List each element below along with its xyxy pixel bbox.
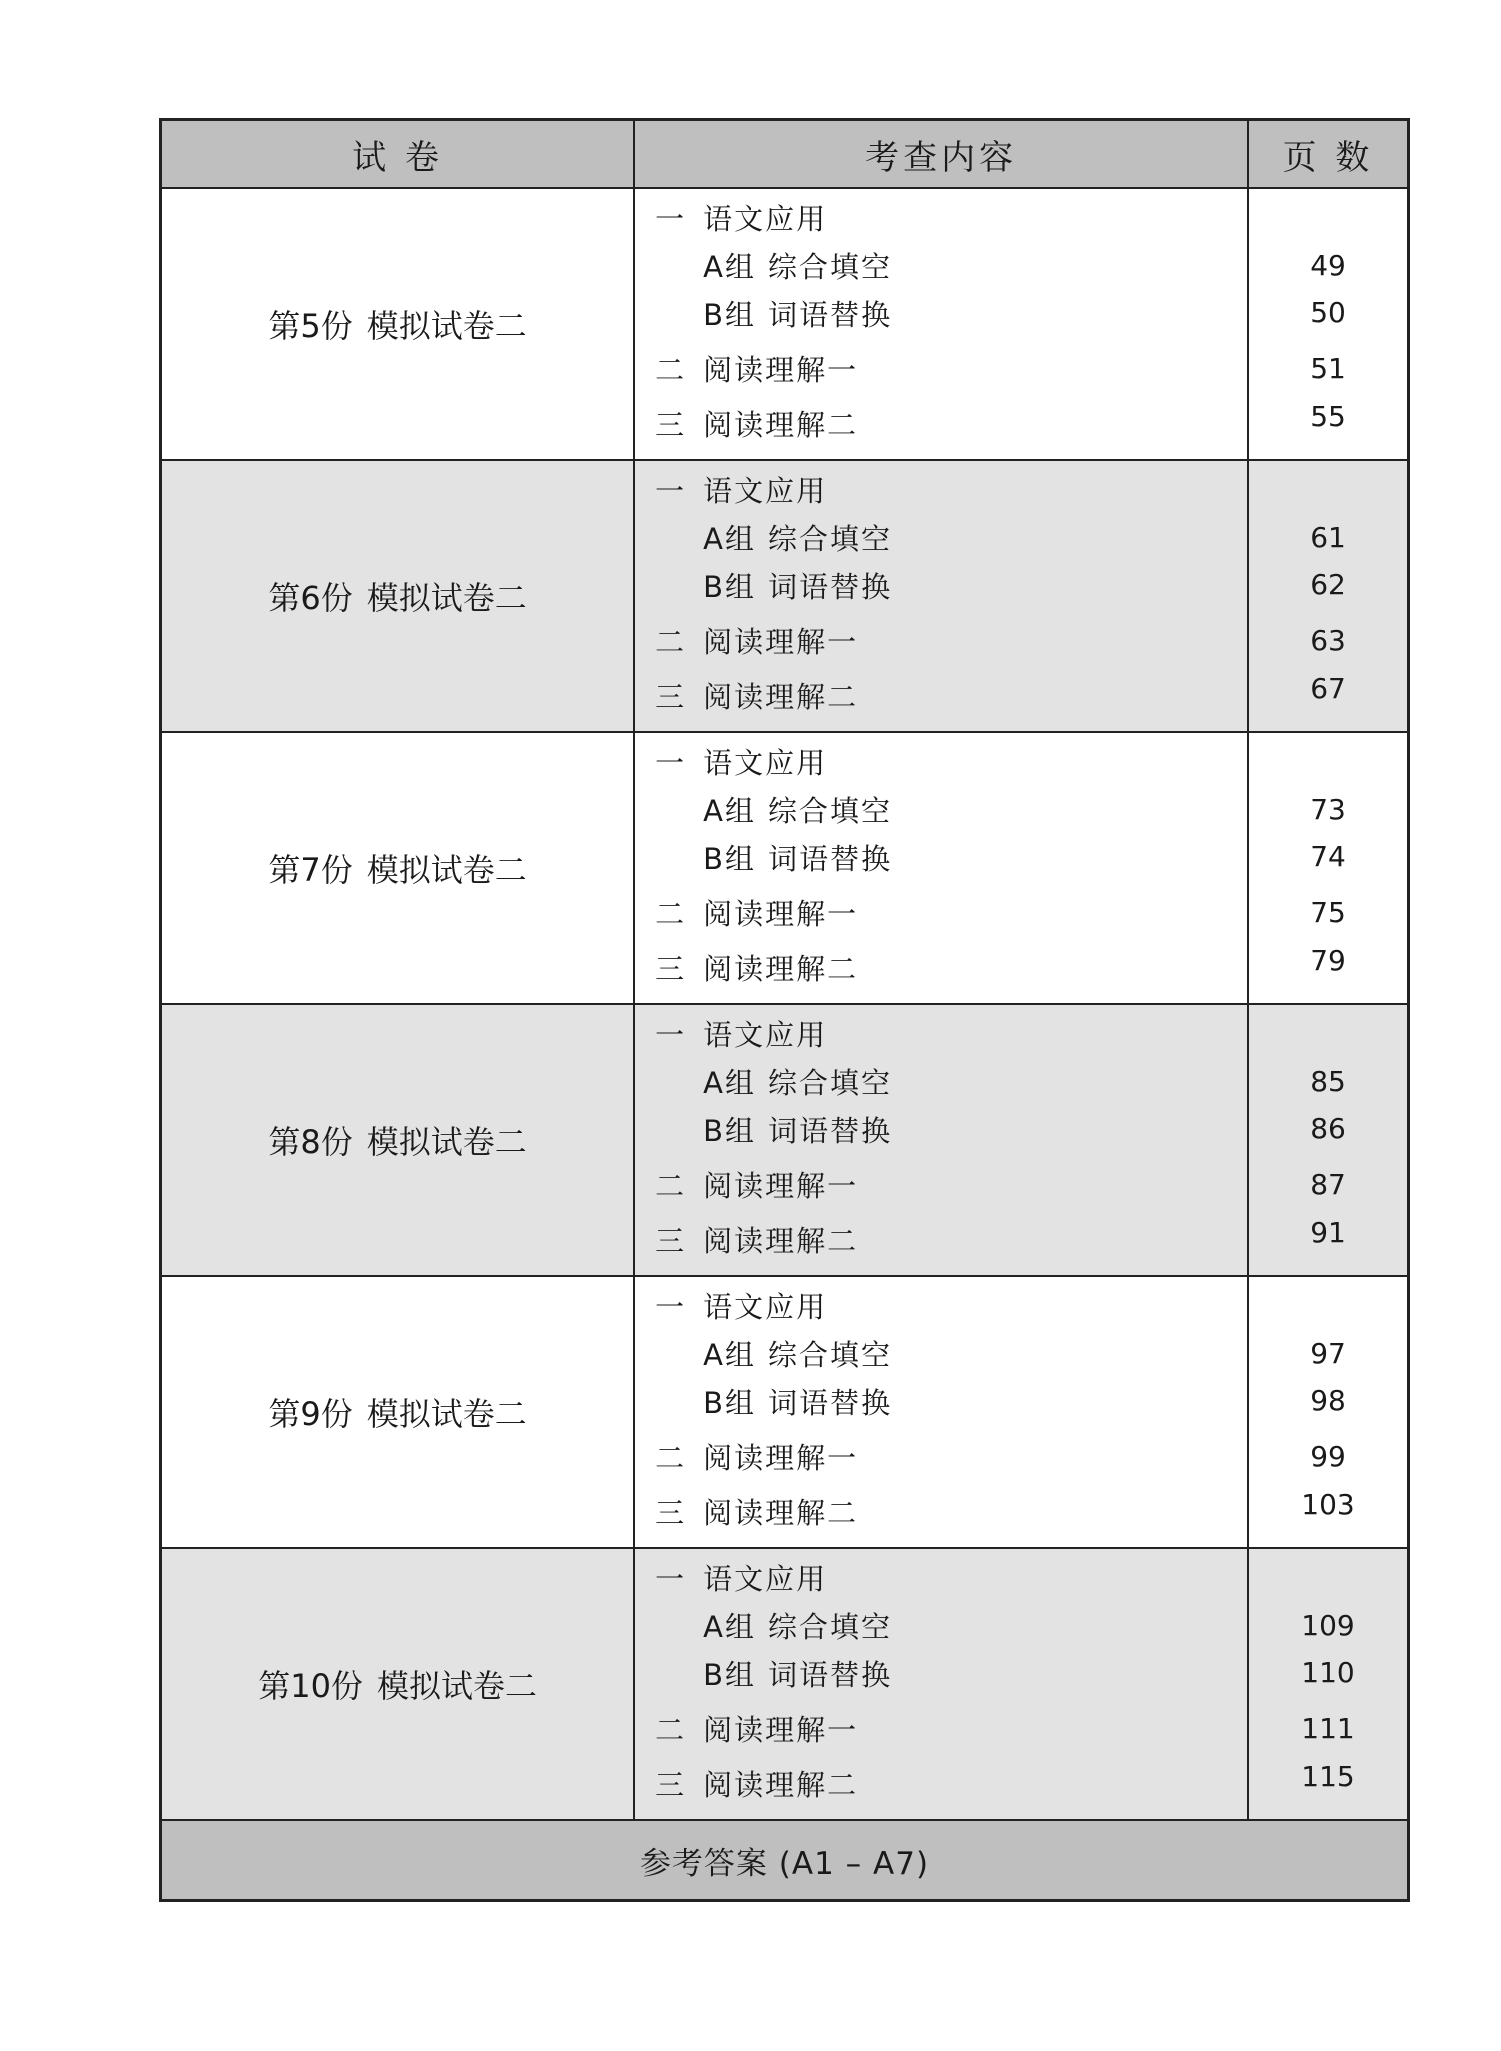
paper-cell	[161, 460, 635, 732]
item-number: 三	[655, 1496, 687, 1530]
content-item	[703, 517, 892, 558]
item-text: 阅读理解一	[703, 1169, 859, 1203]
paper-number: 第6份	[268, 579, 353, 617]
page-number: 79	[1310, 944, 1346, 977]
pages-cell	[1248, 188, 1408, 460]
pages-cell	[1248, 1276, 1408, 1548]
content-item	[655, 675, 858, 716]
page-number: 111	[1301, 1712, 1355, 1745]
item-text: 综合填空	[768, 522, 893, 556]
item-text: 阅读理解二	[703, 952, 859, 986]
item-text: 词语替换	[768, 298, 893, 332]
page-number: 61	[1310, 521, 1346, 554]
content-cell	[634, 1548, 1248, 1820]
footer-row	[161, 1820, 1409, 1901]
item-text: 词语替换	[768, 1658, 893, 1692]
content-item	[655, 620, 858, 661]
page-number: 55	[1310, 400, 1346, 433]
answers-link[interactable]: 参考答案 (A1 – A7)	[161, 1820, 1409, 1901]
paper-title: 模拟试卷二	[376, 1667, 537, 1705]
item-text: 词语替换	[768, 1386, 893, 1420]
paper-number: 第7份	[268, 851, 353, 889]
item-text: 词语替换	[768, 1114, 893, 1148]
content-item	[703, 565, 892, 606]
content-cell	[634, 1004, 1248, 1276]
page-number: 109	[1301, 1609, 1355, 1642]
page-number: 50	[1310, 296, 1346, 329]
page-number: 49	[1310, 249, 1346, 282]
item-text: 阅读理解一	[703, 625, 859, 659]
paper-cell	[161, 1004, 635, 1276]
content-item	[655, 1763, 858, 1804]
page-number: 75	[1310, 896, 1346, 929]
content-item	[703, 837, 892, 878]
content-item	[703, 245, 892, 286]
item-number: 一	[655, 1290, 687, 1324]
content-item	[703, 1333, 892, 1374]
content-item	[703, 1605, 892, 1646]
item-group: A组	[703, 1610, 756, 1644]
content-item	[655, 1708, 858, 1749]
pages-cell	[1248, 1004, 1408, 1276]
item-text: 阅读理解二	[703, 680, 859, 714]
item-number: 一	[655, 1018, 687, 1052]
page-number: 74	[1310, 840, 1346, 873]
paper-title: 模拟试卷二	[366, 851, 527, 889]
item-group: A组	[703, 794, 756, 828]
item-group: B组	[703, 298, 757, 332]
page-number: 51	[1310, 352, 1346, 385]
item-number: 三	[655, 952, 687, 986]
item-number: 二	[655, 1713, 687, 1747]
page-number: 85	[1310, 1065, 1346, 1098]
page-number: 103	[1301, 1488, 1355, 1521]
content-item	[655, 348, 858, 389]
item-text: 语文应用	[703, 746, 828, 780]
page-number: 67	[1310, 672, 1346, 705]
item-text: 阅读理解一	[703, 1441, 859, 1475]
pages-cell	[1248, 732, 1408, 1004]
content-item	[703, 1653, 892, 1694]
header-content: 考查内容	[634, 120, 1248, 189]
item-text: 综合填空	[768, 1338, 893, 1372]
paper-number: 第5份	[268, 307, 353, 345]
page-number: 110	[1301, 1656, 1355, 1689]
content-item	[703, 293, 892, 334]
paper-number: 第10份	[258, 1667, 363, 1705]
content-item	[703, 1061, 892, 1102]
item-text: 语文应用	[703, 1018, 828, 1052]
content-item	[703, 1109, 892, 1150]
item-number: 三	[655, 680, 687, 714]
item-group: A组	[703, 522, 756, 556]
content-item	[655, 197, 827, 238]
content-item	[655, 1285, 827, 1326]
item-group: B组	[703, 570, 757, 604]
content-item	[655, 947, 858, 988]
paper-cell	[161, 1276, 635, 1548]
item-text: 词语替换	[768, 842, 893, 876]
content-item	[655, 1013, 827, 1054]
item-number: 一	[655, 202, 687, 236]
item-group: B组	[703, 1658, 757, 1692]
paper-row	[161, 1548, 1409, 1820]
item-text: 综合填空	[768, 1066, 893, 1100]
paper-cell	[161, 1548, 635, 1820]
item-text: 语文应用	[703, 1562, 828, 1596]
paper-row	[161, 732, 1409, 1004]
header-row	[161, 120, 1409, 189]
page-number: 98	[1310, 1384, 1346, 1417]
paper-number: 第8份	[268, 1123, 353, 1161]
paper-number: 第9份	[268, 1395, 353, 1433]
item-group: A组	[703, 1338, 756, 1372]
paper-cell	[161, 188, 635, 460]
item-number: 一	[655, 746, 687, 780]
item-text: 语文应用	[703, 474, 828, 508]
item-number: 二	[655, 625, 687, 659]
item-text: 阅读理解一	[703, 353, 859, 387]
pages-cell	[1248, 1548, 1408, 1820]
content-cell	[634, 732, 1248, 1004]
item-number: 二	[655, 353, 687, 387]
item-number: 三	[655, 408, 687, 442]
page-number: 62	[1310, 568, 1346, 601]
page-number: 99	[1310, 1440, 1346, 1473]
item-text: 语文应用	[703, 1290, 828, 1324]
item-group: A组	[703, 250, 756, 284]
item-number: 二	[655, 1441, 687, 1475]
item-text: 词语替换	[768, 570, 893, 604]
item-number: 二	[655, 897, 687, 931]
item-text: 阅读理解二	[703, 1768, 859, 1802]
page-number: 63	[1310, 624, 1346, 657]
page-number: 73	[1310, 793, 1346, 826]
item-group: B组	[703, 1386, 757, 1420]
item-text: 综合填空	[768, 1610, 893, 1644]
table-body	[161, 188, 1409, 1820]
item-text: 阅读理解一	[703, 897, 859, 931]
content-item	[655, 403, 858, 444]
item-text: 语文应用	[703, 202, 828, 236]
content-cell	[634, 460, 1248, 732]
item-text: 阅读理解一	[703, 1713, 859, 1747]
item-number: 一	[655, 474, 687, 508]
item-text: 综合填空	[768, 250, 893, 284]
item-number: 三	[655, 1768, 687, 1802]
pages-cell	[1248, 460, 1408, 732]
item-group: A组	[703, 1066, 756, 1100]
content-item	[655, 469, 827, 510]
content-item	[655, 1557, 827, 1598]
item-text: 阅读理解二	[703, 408, 859, 442]
paper-title: 模拟试卷二	[366, 1395, 527, 1433]
content-item	[655, 741, 827, 782]
paper-title: 模拟试卷二	[366, 1123, 527, 1161]
item-group: B组	[703, 842, 757, 876]
item-number: 二	[655, 1169, 687, 1203]
content-item	[655, 1436, 858, 1477]
paper-row	[161, 1276, 1409, 1548]
page-number: 115	[1301, 1760, 1355, 1793]
item-group: B组	[703, 1114, 757, 1148]
paper-cell	[161, 732, 635, 1004]
header-pages: 页 数	[1248, 120, 1408, 189]
content-item	[655, 1164, 858, 1205]
item-number: 一	[655, 1562, 687, 1596]
paper-row	[161, 460, 1409, 732]
contents-table	[159, 118, 1410, 1902]
content-item	[655, 1219, 858, 1260]
content-item	[703, 1381, 892, 1422]
paper-title: 模拟试卷二	[366, 307, 527, 345]
page-number: 87	[1310, 1168, 1346, 1201]
content-cell	[634, 1276, 1248, 1548]
content-item	[655, 892, 858, 933]
paper-row	[161, 1004, 1409, 1276]
content-cell	[634, 188, 1248, 460]
page-number: 86	[1310, 1112, 1346, 1145]
header-paper: 试 卷	[161, 120, 635, 189]
paper-row	[161, 188, 1409, 460]
content-item	[703, 789, 892, 830]
item-text: 综合填空	[768, 794, 893, 828]
page-number: 91	[1310, 1216, 1346, 1249]
item-text: 阅读理解二	[703, 1224, 859, 1258]
page-number: 97	[1310, 1337, 1346, 1370]
content-item	[655, 1491, 858, 1532]
item-text: 阅读理解二	[703, 1496, 859, 1530]
paper-title: 模拟试卷二	[366, 579, 527, 617]
item-number: 三	[655, 1224, 687, 1258]
